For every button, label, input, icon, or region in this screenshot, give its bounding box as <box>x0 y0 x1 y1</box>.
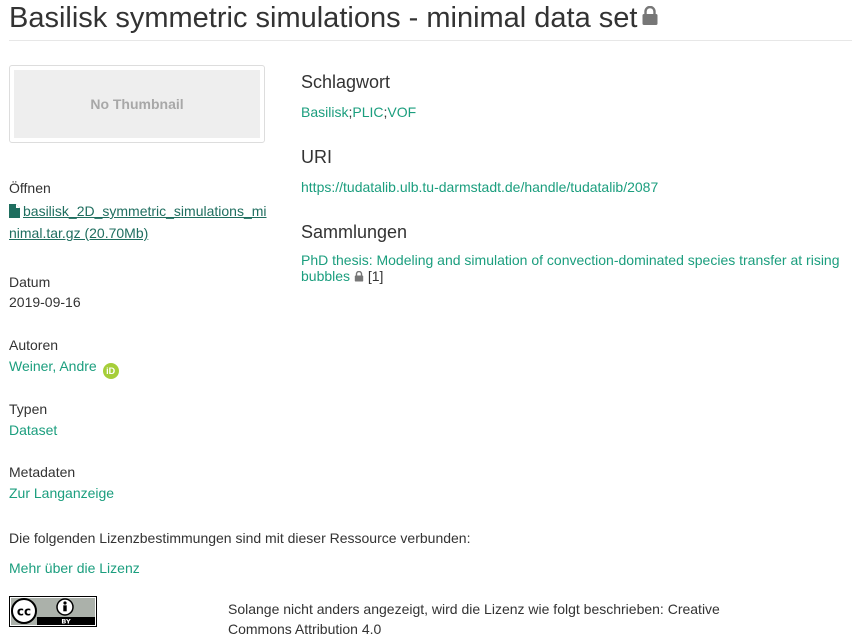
file-icon <box>9 203 20 223</box>
metadata-label: Metadaten <box>9 464 76 480</box>
keyword-separator: ; <box>348 104 353 120</box>
keyword-link-plic[interactable]: PLIC <box>352 104 384 120</box>
page-title-text: Basilisk symmetric simulations - minimal data set <box>9 2 638 34</box>
thumbnail <box>9 65 265 143</box>
uri-heading: URI <box>301 147 332 167</box>
svg-text:cc: cc <box>16 604 32 619</box>
keywords-heading: Schlagwort <box>301 72 391 92</box>
full-metadata-link[interactable]: Zur Langanzeige <box>9 485 115 501</box>
cc-badge-by-text: BY <box>61 617 71 626</box>
uri-link[interactable]: https://tudatalib.ulb.tu-darmstadt.de/handle/tudatalib/2087 <box>301 179 659 195</box>
cc-by-badge[interactable] <box>9 596 97 627</box>
author-item <box>9 357 119 379</box>
collection-link[interactable]: PhD thesis: Modeling and simulation of convection-dominated species transfer at rising bubbles <box>301 252 840 284</box>
license-description: Solange nicht anders angezeigt, wird die Lizenz wie folgt beschrieben: Creative Commons Attribution 4.0 <box>228 601 720 637</box>
keywords-list <box>301 104 416 120</box>
file-download-link[interactable] <box>9 201 274 243</box>
lock-icon <box>354 269 364 285</box>
type-dataset-link[interactable]: Dataset <box>9 422 58 438</box>
license-intro: Die folgenden Lizenzbestimmungen sind mit dieser Ressource verbunden: <box>9 530 471 546</box>
keyword-link-vof[interactable]: VOF <box>387 104 417 120</box>
date-value: 2019-09-16 <box>9 294 81 310</box>
open-label: Öffnen <box>9 180 51 196</box>
title-divider <box>9 40 852 41</box>
keyword-separator: ; <box>383 104 388 120</box>
file-link-text: basilisk_2D_symmetric_simulations_minimal.tar.gz (20.70Mb) <box>9 203 267 241</box>
page-title <box>9 0 659 37</box>
orcid-icon[interactable]: iD <box>103 363 119 379</box>
collections-heading: Sammlungen <box>301 222 408 242</box>
keyword-link-basilisk[interactable]: Basilisk <box>301 104 349 120</box>
lock-icon <box>641 0 659 35</box>
types-label: Typen <box>9 401 48 417</box>
no-thumbnail-placeholder: No Thumbnail <box>14 70 260 138</box>
license-more-link[interactable]: Mehr über die Lizenz <box>9 560 140 576</box>
author-link[interactable]: Weiner, Andre <box>9 358 97 374</box>
collection-count: [1] <box>367 268 384 284</box>
collection-item <box>301 252 851 285</box>
date-label: Datum <box>9 274 51 290</box>
authors-label: Autoren <box>9 337 59 353</box>
